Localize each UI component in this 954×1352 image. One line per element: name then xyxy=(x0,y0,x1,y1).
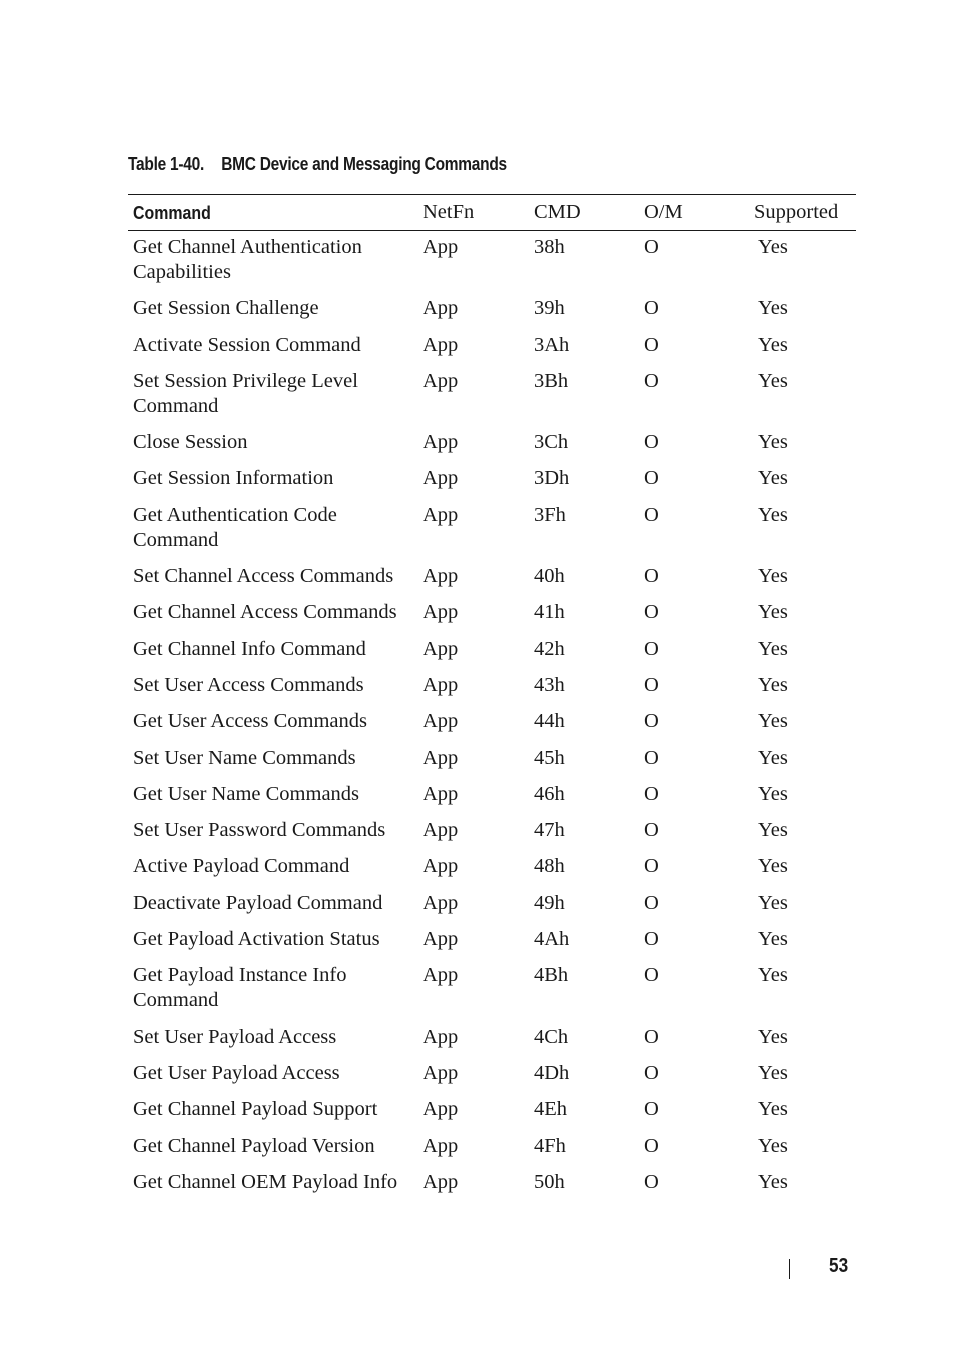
cell-netfn: App xyxy=(423,964,459,987)
cell-cmd: 49h xyxy=(534,891,565,914)
table-row xyxy=(128,1093,856,1129)
cell-om: O xyxy=(644,710,659,733)
header-command: Command xyxy=(128,195,418,231)
cell-supported: Yes xyxy=(758,746,788,769)
cell-om: O xyxy=(644,1061,659,1084)
cell-command: Get User Access Commands xyxy=(133,710,367,733)
cell-om: O xyxy=(644,928,659,951)
table-row xyxy=(128,426,856,462)
cell-om: O xyxy=(644,1098,659,1121)
cell-netfn: App xyxy=(423,601,459,624)
cell-netfn: App xyxy=(423,928,459,951)
cell-command: Set User Password Commands xyxy=(133,819,386,842)
table-caption-title: BMC Device and Messaging Commands xyxy=(221,154,507,174)
cell-supported: Yes xyxy=(758,503,788,526)
page-number: 53 xyxy=(829,1255,849,1277)
cell-netfn: App xyxy=(423,673,459,696)
table-row xyxy=(128,705,856,741)
cell-command: Get Authentication Code Command xyxy=(133,503,337,551)
cell-cmd: 41h xyxy=(534,601,565,624)
table-row xyxy=(128,1021,856,1057)
cell-om: O xyxy=(644,369,659,392)
table-row xyxy=(128,923,856,959)
cell-supported: Yes xyxy=(758,673,788,696)
cell-command: Get Channel OEM Payload Info xyxy=(133,1170,398,1193)
cell-om: O xyxy=(644,746,659,769)
cell-om: O xyxy=(644,637,659,660)
cell-command: Get Channel Info Command xyxy=(133,637,366,660)
cell-cmd: 39h xyxy=(534,297,565,320)
cell-supported: Yes xyxy=(758,928,788,951)
cell-om: O xyxy=(644,601,659,624)
cell-cmd: 3Ah xyxy=(534,333,570,356)
table-body xyxy=(128,231,856,1203)
cell-cmd: 40h xyxy=(534,565,565,588)
cell-netfn: App xyxy=(423,503,459,526)
cell-cmd: 45h xyxy=(534,746,565,769)
cell-netfn: App xyxy=(423,297,459,320)
table-row xyxy=(128,887,856,923)
header-netfn: NetFn xyxy=(418,195,529,231)
table-row xyxy=(128,669,856,705)
table-row xyxy=(128,462,856,498)
cell-cmd: 4Fh xyxy=(534,1134,566,1157)
cell-supported: Yes xyxy=(758,782,788,805)
cell-netfn: App xyxy=(423,710,459,733)
cell-om: O xyxy=(644,297,659,320)
cell-om: O xyxy=(644,1025,659,1048)
cell-supported: Yes xyxy=(758,467,788,490)
cell-command: Set User Name Commands xyxy=(133,746,356,769)
cell-netfn: App xyxy=(423,746,459,769)
cell-om: O xyxy=(644,565,659,588)
table-row xyxy=(128,1166,856,1202)
table-caption-label: Table 1-40. xyxy=(128,154,205,174)
cell-command: Get Payload Instance Info Command xyxy=(133,964,347,1012)
table-caption xyxy=(128,154,507,175)
cell-om: O xyxy=(644,236,659,258)
cell-cmd: 46h xyxy=(534,782,565,805)
cell-supported: Yes xyxy=(758,1134,788,1157)
cell-supported: Yes xyxy=(758,601,788,624)
cell-netfn: App xyxy=(423,782,459,805)
cell-command: Active Payload Command xyxy=(133,855,350,878)
table-row xyxy=(128,742,856,778)
cell-supported: Yes xyxy=(758,565,788,588)
cell-cmd: 42h xyxy=(534,637,565,660)
cell-cmd: 3Dh xyxy=(534,467,570,490)
table-row xyxy=(128,596,856,632)
cell-command: Get Session Challenge xyxy=(133,297,319,320)
cell-supported: Yes xyxy=(758,1061,788,1084)
cell-om: O xyxy=(644,964,659,987)
cell-supported: Yes xyxy=(758,891,788,914)
cell-netfn: App xyxy=(423,333,459,356)
cell-supported: Yes xyxy=(758,236,788,258)
cell-supported: Yes xyxy=(758,637,788,660)
cell-cmd: 38h xyxy=(534,236,565,258)
cell-supported: Yes xyxy=(758,369,788,392)
table-row xyxy=(128,560,856,596)
cell-command: Get Payload Activation Status xyxy=(133,928,380,951)
table-row xyxy=(128,1057,856,1093)
table-row xyxy=(128,231,856,293)
cell-netfn: App xyxy=(423,467,459,490)
cell-cmd: 3Ch xyxy=(534,431,569,454)
cell-netfn: App xyxy=(423,1170,459,1193)
cell-cmd: 50h xyxy=(534,1170,565,1193)
cell-cmd: 4Eh xyxy=(534,1098,568,1121)
table-row xyxy=(128,778,856,814)
table-row xyxy=(128,633,856,669)
cell-netfn: App xyxy=(423,1134,459,1157)
cell-netfn: App xyxy=(423,891,459,914)
cell-cmd: 4Ch xyxy=(534,1025,569,1048)
cell-netfn: App xyxy=(423,565,459,588)
table-row xyxy=(128,329,856,365)
cell-cmd: 4Bh xyxy=(534,964,569,987)
cell-supported: Yes xyxy=(758,333,788,356)
cell-om: O xyxy=(644,431,659,454)
cell-cmd: 3Bh xyxy=(534,369,569,392)
cell-netfn: App xyxy=(423,1098,459,1121)
table-row xyxy=(128,292,856,328)
cell-netfn: App xyxy=(423,1061,459,1084)
cell-command: Get Channel Payload Support xyxy=(133,1098,378,1121)
cell-command: Get User Name Commands xyxy=(133,782,360,805)
cell-netfn: App xyxy=(423,236,459,258)
table-row xyxy=(128,850,856,886)
cell-command: Deactivate Payload Command xyxy=(133,891,383,914)
header-row xyxy=(128,195,856,231)
cell-supported: Yes xyxy=(758,297,788,320)
cell-command: Set User Access Commands xyxy=(133,673,364,696)
cell-cmd: 4Dh xyxy=(534,1061,570,1084)
header-supported: Supported xyxy=(749,195,856,231)
table-header xyxy=(128,195,856,231)
cell-command: Get Channel Access Commands xyxy=(133,601,397,624)
cell-command: Get User Payload Access xyxy=(133,1061,340,1084)
cell-om: O xyxy=(644,503,659,526)
cell-cmd: 4Ah xyxy=(534,928,570,951)
cell-cmd: 47h xyxy=(534,819,565,842)
cell-om: O xyxy=(644,891,659,914)
cell-om: O xyxy=(644,782,659,805)
cell-command: Get Channel Payload Version xyxy=(133,1134,375,1157)
cell-command: Activate Session Command xyxy=(133,333,361,356)
header-cmd: CMD xyxy=(529,195,639,231)
cell-supported: Yes xyxy=(758,1170,788,1193)
cell-netfn: App xyxy=(423,819,459,842)
cell-supported: Yes xyxy=(758,1098,788,1121)
footer-divider xyxy=(789,1259,790,1279)
table-row xyxy=(128,365,856,426)
header-om: O/M xyxy=(639,195,749,231)
table-row xyxy=(128,499,856,560)
cell-netfn: App xyxy=(423,431,459,454)
cell-supported: Yes xyxy=(758,855,788,878)
cell-om: O xyxy=(644,467,659,490)
cell-command: Set Channel Access Commands xyxy=(133,565,394,588)
table-row xyxy=(128,814,856,850)
cell-supported: Yes xyxy=(758,1025,788,1048)
cell-command: Set User Payload Access xyxy=(133,1025,337,1048)
cell-netfn: App xyxy=(423,855,459,878)
cell-command: Get Session Information xyxy=(133,467,334,490)
cell-cmd: 3Fh xyxy=(534,503,566,526)
cell-netfn: App xyxy=(423,1025,459,1048)
cell-supported: Yes xyxy=(758,431,788,454)
cell-command: Get Channel Authentication Capabilities xyxy=(133,236,362,283)
cell-cmd: 48h xyxy=(534,855,565,878)
cell-om: O xyxy=(644,673,659,696)
table-row xyxy=(128,1130,856,1166)
cell-om: O xyxy=(644,855,659,878)
cell-command: Set Session Privilege Level Command xyxy=(133,369,358,417)
cell-om: O xyxy=(644,1134,659,1157)
cell-om: O xyxy=(644,333,659,356)
cell-netfn: App xyxy=(423,369,459,392)
commands-table xyxy=(128,194,856,1202)
cell-supported: Yes xyxy=(758,710,788,733)
cell-netfn: App xyxy=(423,637,459,660)
cell-supported: Yes xyxy=(758,819,788,842)
cell-cmd: 44h xyxy=(534,710,565,733)
table-row xyxy=(128,959,856,1020)
cell-om: O xyxy=(644,1170,659,1193)
cell-om: O xyxy=(644,819,659,842)
cell-command: Close Session xyxy=(133,431,248,454)
cell-supported: Yes xyxy=(758,964,788,987)
cell-cmd: 43h xyxy=(534,673,565,696)
